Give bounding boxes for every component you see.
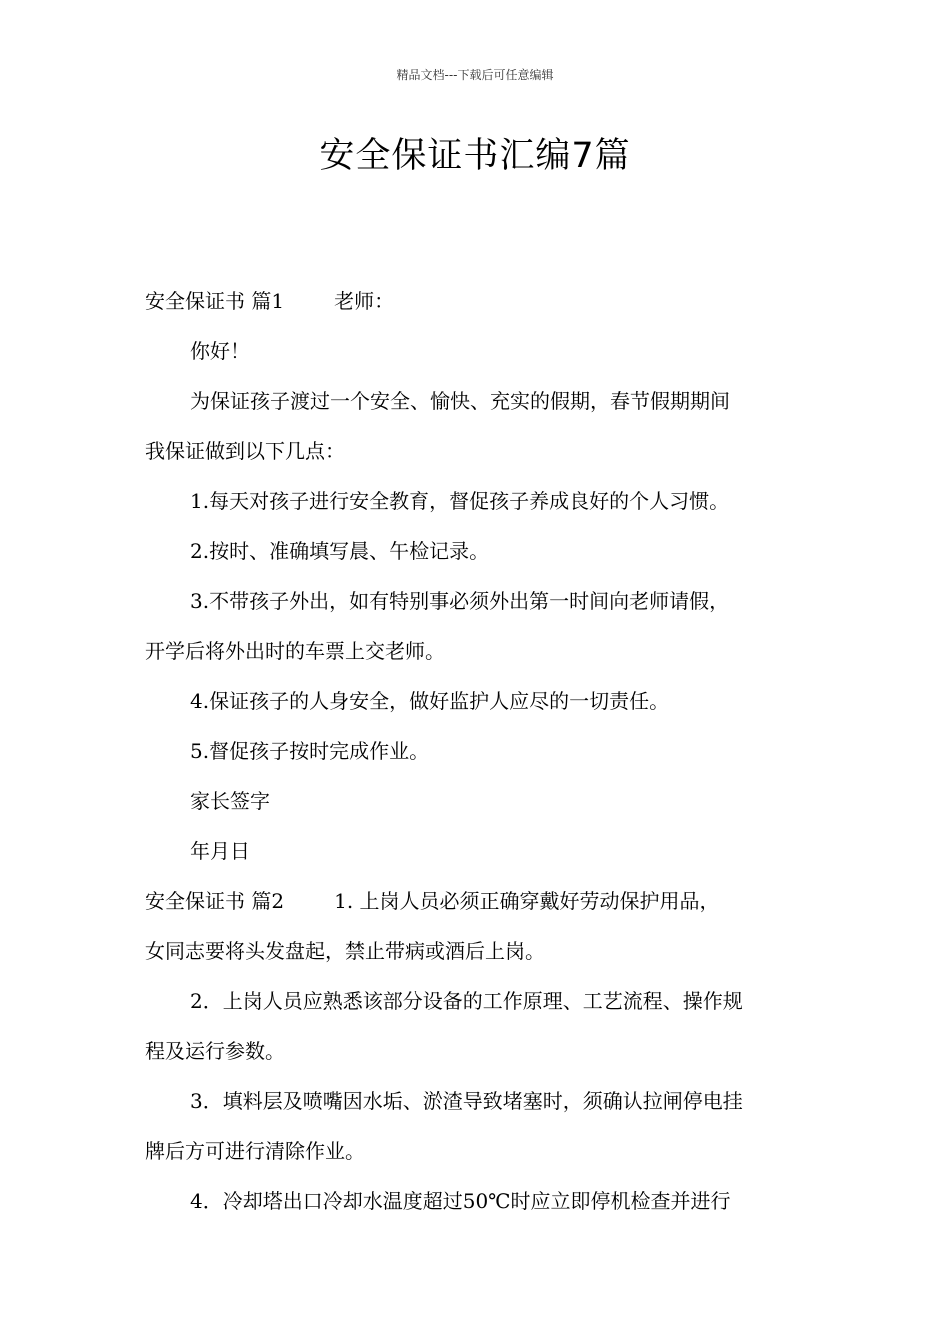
section2-item2-line1: 2．上岗人员应熟悉该部分设备的工作原理、工艺流程、操作规 bbox=[190, 989, 743, 1013]
section1-item3-line1: 3.不带孩子外出，如有特别事必须外出第一时间向老师请假， bbox=[190, 589, 730, 613]
section2-item2-line2: 程及运行参数。 bbox=[145, 1039, 285, 1063]
section1-item4: 4.保证孩子的人身安全，做好监护人应尽的一切责任。 bbox=[190, 689, 670, 713]
section2-item3-line2: 牌后方可进行清除作业。 bbox=[145, 1139, 365, 1163]
section1-heading: 安全保证书 篇1 bbox=[145, 289, 285, 313]
document-title: 安全保证书汇编7篇 bbox=[319, 136, 631, 176]
section2-item1-line2: 女同志要将头发盘起，禁止带病或酒后上岗。 bbox=[145, 939, 545, 963]
section1-item3-line2: 开学后将外出时的车票上交老师。 bbox=[145, 639, 445, 663]
section2-heading-line bbox=[145, 886, 810, 916]
section1-heading-line bbox=[145, 286, 810, 316]
section1-signature: 家长签字 bbox=[190, 789, 270, 813]
section2-item1-line1: 1. 上岗人员必须正确穿戴好劳动保护用品， bbox=[334, 889, 720, 913]
section1-date: 年月日 bbox=[190, 839, 250, 863]
section1-item2: 2.按时、准确填写晨、午检记录。 bbox=[190, 539, 490, 563]
section1-intro-line2: 我保证做到以下几点： bbox=[145, 439, 345, 463]
section2-item3-line1: 3．填料层及喷嘴因水垢、淤渣导致堵塞时，须确认拉闸停电挂 bbox=[190, 1089, 743, 1113]
section1-item5: 5.督促孩子按时完成作业。 bbox=[190, 739, 430, 763]
section1-greeting: 你好！ bbox=[190, 339, 250, 363]
section2-heading: 安全保证书 篇2 bbox=[145, 889, 285, 913]
section1-item1: 1.每天对孩子进行安全教育，督促孩子养成良好的个人习惯。 bbox=[190, 489, 730, 513]
section1-intro-line1 bbox=[190, 386, 810, 416]
section1-intro-text: 为保证孩子渡过一个安全、愉快、充实的假期，春节假期期间 bbox=[190, 389, 730, 413]
section2-item4-line1: 4．冷却塔出口冷却水温度超过50℃时应立即停机检查并进行 bbox=[190, 1189, 731, 1213]
page-header: 精品文档---下载后可任意编辑 bbox=[396, 68, 554, 82]
section1-salutation: 老师： bbox=[334, 289, 395, 313]
